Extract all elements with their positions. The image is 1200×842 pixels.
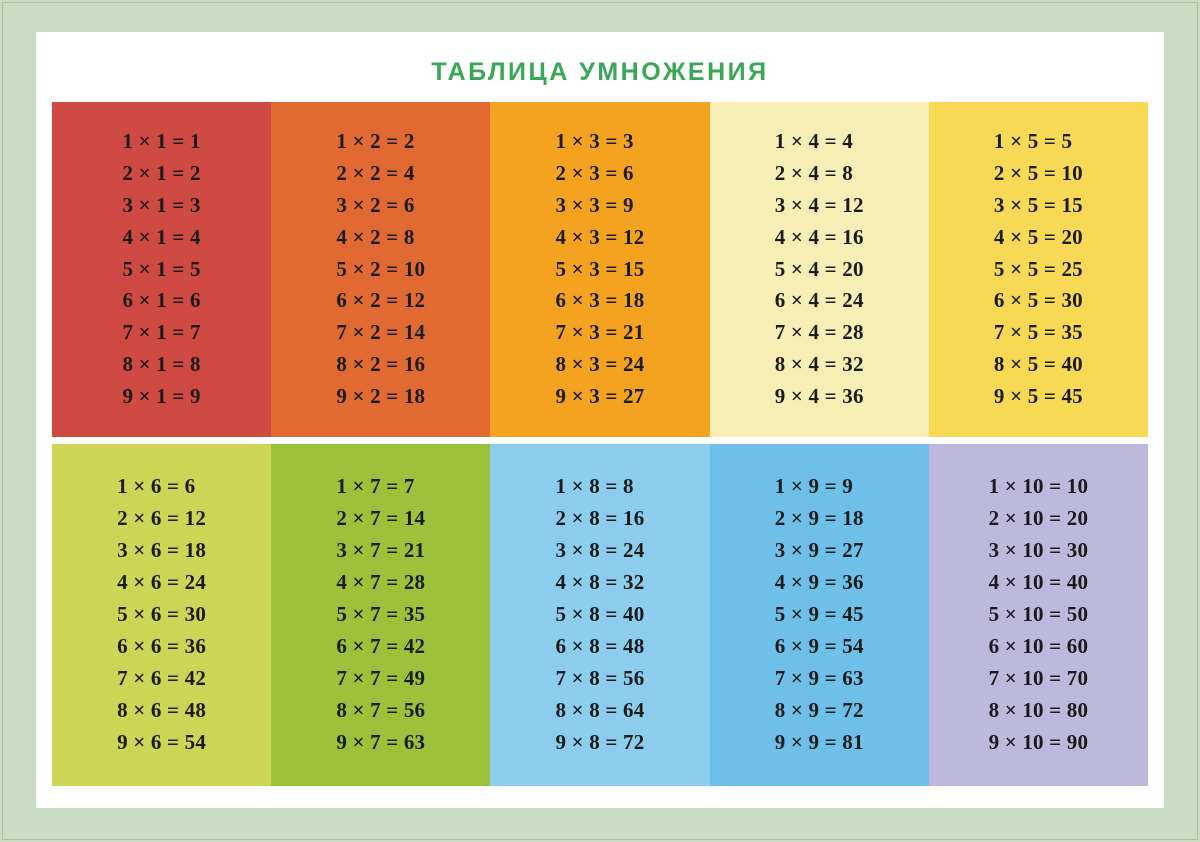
equation-line: 6 × 2 = 12 bbox=[336, 288, 426, 313]
equation-line: 1 × 8 = 8 bbox=[555, 474, 634, 499]
equation-line: 3 × 10 = 30 bbox=[988, 538, 1089, 563]
equation-line: 1 × 5 = 5 bbox=[993, 128, 1073, 153]
equation-line: 1 × 10 = 10 bbox=[988, 474, 1089, 499]
equation-line: 1 × 2 = 2 bbox=[336, 128, 415, 153]
equation-line: 9 × 4 = 36 bbox=[774, 384, 864, 409]
equation-line: 7 × 1 = 7 bbox=[122, 320, 201, 345]
table-column-3 bbox=[490, 102, 709, 444]
equation-line: 2 × 9 = 18 bbox=[774, 506, 864, 531]
table-column-7 bbox=[271, 444, 490, 786]
table-column-5 bbox=[929, 102, 1148, 444]
equation-line: 6 × 7 = 42 bbox=[336, 633, 426, 658]
equation-line: 3 × 7 = 21 bbox=[336, 538, 426, 563]
table-column-10-lines bbox=[989, 471, 1089, 758]
equation-line: 3 × 4 = 12 bbox=[774, 192, 864, 217]
equation-line: 7 × 5 = 35 bbox=[993, 320, 1083, 345]
equation-line: 3 × 1 = 3 bbox=[122, 192, 201, 217]
equation-line: 3 × 2 = 6 bbox=[336, 192, 415, 217]
table-column-1-lines bbox=[122, 126, 200, 413]
equation-line: 7 × 7 = 49 bbox=[336, 665, 426, 690]
equation-line: 7 × 8 = 56 bbox=[555, 665, 645, 690]
equation-line: 5 × 2 = 10 bbox=[336, 256, 426, 281]
equation-line: 4 × 8 = 32 bbox=[555, 570, 645, 595]
equation-line: 4 × 9 = 36 bbox=[774, 570, 864, 595]
equation-line: 5 × 6 = 30 bbox=[117, 602, 207, 627]
page-title: ТАБЛИЦА УМНОЖЕНИЯ bbox=[431, 58, 769, 86]
equation-line: 4 × 5 = 20 bbox=[993, 224, 1083, 249]
table-column-8 bbox=[490, 444, 709, 786]
table-column-3-lines bbox=[556, 126, 645, 413]
table-column-6 bbox=[52, 444, 271, 786]
equation-line: 7 × 4 = 28 bbox=[774, 320, 864, 345]
equation-line: 6 × 6 = 36 bbox=[117, 633, 207, 658]
multiplication-grid bbox=[52, 102, 1148, 786]
equation-line: 5 × 7 = 35 bbox=[336, 602, 426, 627]
equation-line: 4 × 4 = 16 bbox=[774, 224, 864, 249]
equation-line: 5 × 3 = 15 bbox=[555, 256, 645, 281]
equation-line: 8 × 5 = 40 bbox=[993, 352, 1083, 377]
equation-line: 3 × 8 = 24 bbox=[555, 538, 645, 563]
equation-line: 9 × 8 = 72 bbox=[555, 729, 645, 754]
equation-line: 8 × 4 = 32 bbox=[774, 352, 864, 377]
table-column-6-lines bbox=[117, 471, 206, 758]
equation-line: 1 × 4 = 4 bbox=[774, 128, 853, 153]
equation-line: 8 × 9 = 72 bbox=[774, 697, 864, 722]
equation-line: 8 × 7 = 56 bbox=[336, 697, 426, 722]
poster-card bbox=[36, 32, 1164, 808]
equation-line: 7 × 10 = 70 bbox=[988, 665, 1089, 690]
equation-line: 6 × 10 = 60 bbox=[988, 633, 1089, 658]
table-column-9 bbox=[710, 444, 929, 786]
equation-line: 1 × 1 = 1 bbox=[122, 128, 201, 153]
equation-line: 6 × 5 = 30 bbox=[993, 288, 1083, 313]
equation-line: 2 × 4 = 8 bbox=[774, 160, 853, 185]
equation-line: 9 × 3 = 27 bbox=[555, 384, 645, 409]
equation-line: 5 × 8 = 40 bbox=[555, 602, 645, 627]
equation-line: 3 × 6 = 18 bbox=[117, 538, 207, 563]
table-column-5-lines bbox=[994, 126, 1083, 413]
table-column-4-lines bbox=[775, 126, 864, 413]
equation-line: 5 × 5 = 25 bbox=[993, 256, 1083, 281]
table-column-9-lines bbox=[775, 471, 864, 758]
equation-line: 9 × 2 = 18 bbox=[336, 384, 426, 409]
equation-line: 4 × 7 = 28 bbox=[336, 570, 426, 595]
equation-line: 3 × 5 = 15 bbox=[993, 192, 1083, 217]
equation-line: 5 × 4 = 20 bbox=[774, 256, 864, 281]
equation-line: 2 × 10 = 20 bbox=[988, 506, 1089, 531]
equation-line: 1 × 3 = 3 bbox=[555, 128, 634, 153]
equation-line: 7 × 6 = 42 bbox=[117, 665, 207, 690]
equation-line: 3 × 9 = 27 bbox=[774, 538, 864, 563]
equation-line: 8 × 6 = 48 bbox=[117, 697, 207, 722]
table-column-2-lines bbox=[336, 126, 425, 413]
equation-line: 7 × 2 = 14 bbox=[336, 320, 426, 345]
equation-line: 8 × 8 = 64 bbox=[555, 697, 645, 722]
equation-line: 9 × 1 = 9 bbox=[122, 384, 201, 409]
equation-line: 2 × 6 = 12 bbox=[117, 506, 207, 531]
equation-line: 4 × 6 = 24 bbox=[117, 570, 207, 595]
equation-line: 4 × 3 = 12 bbox=[555, 224, 645, 249]
table-column-8-lines bbox=[556, 471, 645, 758]
equation-line: 3 × 3 = 9 bbox=[555, 192, 634, 217]
equation-line: 1 × 6 = 6 bbox=[117, 474, 196, 499]
equation-line: 9 × 5 = 45 bbox=[993, 384, 1083, 409]
table-column-7-lines bbox=[336, 471, 425, 758]
equation-line: 6 × 8 = 48 bbox=[555, 633, 645, 658]
equation-line: 5 × 9 = 45 bbox=[774, 602, 864, 627]
equation-line: 9 × 7 = 63 bbox=[336, 729, 426, 754]
table-column-10 bbox=[929, 444, 1148, 786]
equation-line: 6 × 1 = 6 bbox=[122, 288, 201, 313]
equation-line: 5 × 10 = 50 bbox=[988, 602, 1089, 627]
equation-line: 9 × 6 = 54 bbox=[117, 729, 207, 754]
equation-line: 2 × 7 = 14 bbox=[336, 506, 426, 531]
equation-line: 2 × 3 = 6 bbox=[555, 160, 634, 185]
table-column-4 bbox=[710, 102, 929, 444]
equation-line: 6 × 3 = 18 bbox=[555, 288, 645, 313]
equation-line: 2 × 1 = 2 bbox=[122, 160, 201, 185]
equation-line: 2 × 8 = 16 bbox=[555, 506, 645, 531]
equation-line: 5 × 1 = 5 bbox=[122, 256, 201, 281]
equation-line: 9 × 9 = 81 bbox=[774, 729, 864, 754]
equation-line: 8 × 10 = 80 bbox=[988, 697, 1089, 722]
equation-line: 2 × 2 = 4 bbox=[336, 160, 415, 185]
equation-line: 9 × 10 = 90 bbox=[988, 729, 1089, 754]
equation-line: 4 × 1 = 4 bbox=[122, 224, 201, 249]
equation-line: 4 × 2 = 8 bbox=[336, 224, 415, 249]
table-column-1 bbox=[52, 102, 271, 444]
equation-line: 2 × 5 = 10 bbox=[993, 160, 1083, 185]
equation-line: 6 × 9 = 54 bbox=[774, 633, 864, 658]
equation-line: 7 × 3 = 21 bbox=[555, 320, 645, 345]
equation-line: 1 × 9 = 9 bbox=[774, 474, 853, 499]
equation-line: 8 × 2 = 16 bbox=[336, 352, 426, 377]
equation-line: 6 × 4 = 24 bbox=[774, 288, 864, 313]
equation-line: 4 × 10 = 40 bbox=[988, 570, 1089, 595]
equation-line: 7 × 9 = 63 bbox=[774, 665, 864, 690]
table-column-2 bbox=[271, 102, 490, 444]
equation-line: 8 × 1 = 8 bbox=[122, 352, 201, 377]
equation-line: 1 × 7 = 7 bbox=[336, 474, 415, 499]
equation-line: 8 × 3 = 24 bbox=[555, 352, 645, 377]
